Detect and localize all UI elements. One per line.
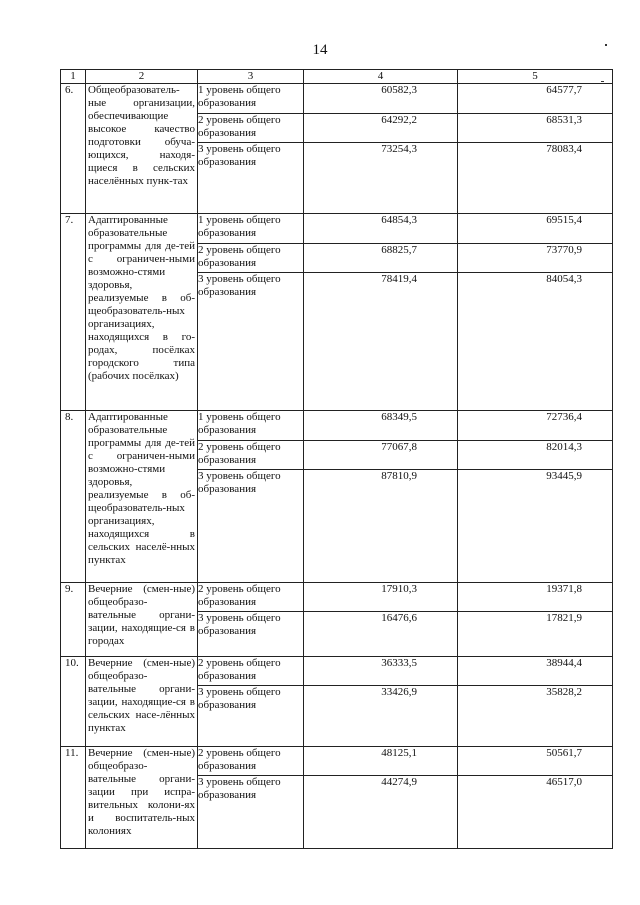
value-col4: 68349,5 (304, 411, 458, 441)
value-col4: 78419,4 (304, 273, 458, 411)
data-table-body (61, 70, 613, 849)
value-col5: 38944,4 (458, 657, 613, 686)
value-col4: 44274,9 (304, 776, 458, 849)
data-table (60, 69, 613, 849)
row-number: 8. (61, 411, 86, 583)
column-header: 3 (198, 70, 304, 84)
value-col5: 17821,9 (458, 612, 613, 657)
education-level: 1 уровень общего образования (198, 411, 304, 441)
value-col4: 16476,6 (304, 612, 458, 657)
value-col5: 35828,2 (458, 686, 613, 747)
organization-type: Вечерние (смен-ные) общеобразо-вательные органи-зации, находящие-ся в сельских насе-лённых пунктах (86, 657, 198, 747)
education-level: 3 уровень общего образования (198, 612, 304, 657)
organization-type: Общеобразователь-ные организации, обеспечивающие высокое качество подготовки обуча-ющихся, находя-щиеся в сельских населённых пунк-тах (86, 84, 198, 214)
value-col4: 60582,3 (304, 84, 458, 114)
education-level: 2 уровень общего образования (198, 657, 304, 686)
table-row (61, 214, 613, 244)
value-col5: 64577,7 (458, 84, 613, 114)
organization-type: Вечерние (смен-ные) общеобразо-вательные органи-зации при испра-вительных колони-ях и воспитатель-ных колониях (86, 747, 198, 849)
row-number: 7. (61, 214, 86, 411)
value-col5: 84054,3 (458, 273, 613, 411)
education-level: 2 уровень общего образования (198, 114, 304, 143)
value-col5: 78083,4 (458, 143, 613, 214)
scan-speck (605, 44, 607, 46)
value-col5: 19371,8 (458, 583, 613, 612)
education-level: 2 уровень общего образования (198, 244, 304, 273)
education-level: 1 уровень общего образования (198, 214, 304, 244)
value-col4: 36333,5 (304, 657, 458, 686)
value-col4: 48125,1 (304, 747, 458, 776)
organization-type: Вечерние (смен-ные) общеобразо-вательные органи-зации, находящие-ся в городах (86, 583, 198, 657)
column-header: 4 (304, 70, 458, 84)
value-col4: 77067,8 (304, 441, 458, 470)
column-header: 2 (86, 70, 198, 84)
row-number: 6. (61, 84, 86, 214)
value-col5: 68531,3 (458, 114, 613, 143)
value-col4: 73254,3 (304, 143, 458, 214)
table-row (61, 583, 613, 612)
value-col5: 93445,9 (458, 470, 613, 583)
column-header: 5 (458, 70, 613, 84)
value-col4: 64854,3 (304, 214, 458, 244)
value-col4: 17910,3 (304, 583, 458, 612)
education-level: 3 уровень общего образования (198, 776, 304, 849)
table-header-row (61, 70, 613, 84)
value-col5: 73770,9 (458, 244, 613, 273)
education-level: 3 уровень общего образования (198, 273, 304, 411)
table-row (61, 411, 613, 441)
education-level: 3 уровень общего образования (198, 686, 304, 747)
table-row (61, 747, 613, 776)
organization-type: Адаптированные образовательные программы для де-тей с ограничен-ными возможно-стями здоровья, реализуемые в об-щеобразователь-ных организациях, находящихся в го-родах, посёлках городского типа (рабочих посёлках) (86, 214, 198, 411)
table-row (61, 84, 613, 114)
value-col5: 46517,0 (458, 776, 613, 849)
table-row (61, 657, 613, 686)
education-level: 2 уровень общего образования (198, 583, 304, 612)
value-col4: 33426,9 (304, 686, 458, 747)
value-col4: 87810,9 (304, 470, 458, 583)
value-col5: 82014,3 (458, 441, 613, 470)
value-col4: 68825,7 (304, 244, 458, 273)
education-level: 1 уровень общего образования (198, 84, 304, 114)
education-level: 2 уровень общего образования (198, 747, 304, 776)
value-col5: 69515,4 (458, 214, 613, 244)
value-col4: 64292,2 (304, 114, 458, 143)
education-level: 2 уровень общего образования (198, 441, 304, 470)
row-number: 10. (61, 657, 86, 747)
row-number: 9. (61, 583, 86, 657)
value-col5: 72736,4 (458, 411, 613, 441)
education-level: 3 уровень общего образования (198, 143, 304, 214)
column-header: 1 (61, 70, 86, 84)
page-number: 14 (312, 42, 328, 58)
row-number: 11. (61, 747, 86, 849)
organization-type: Адаптированные образовательные программы для де-тей с ограничен-ными возможно-стями здоровья, реализуемые в об-щеобразователь-ных организациях, находящихся в сельских населё-нных пунктах (86, 411, 198, 583)
education-level: 3 уровень общего образования (198, 470, 304, 583)
value-col5: 50561,7 (458, 747, 613, 776)
